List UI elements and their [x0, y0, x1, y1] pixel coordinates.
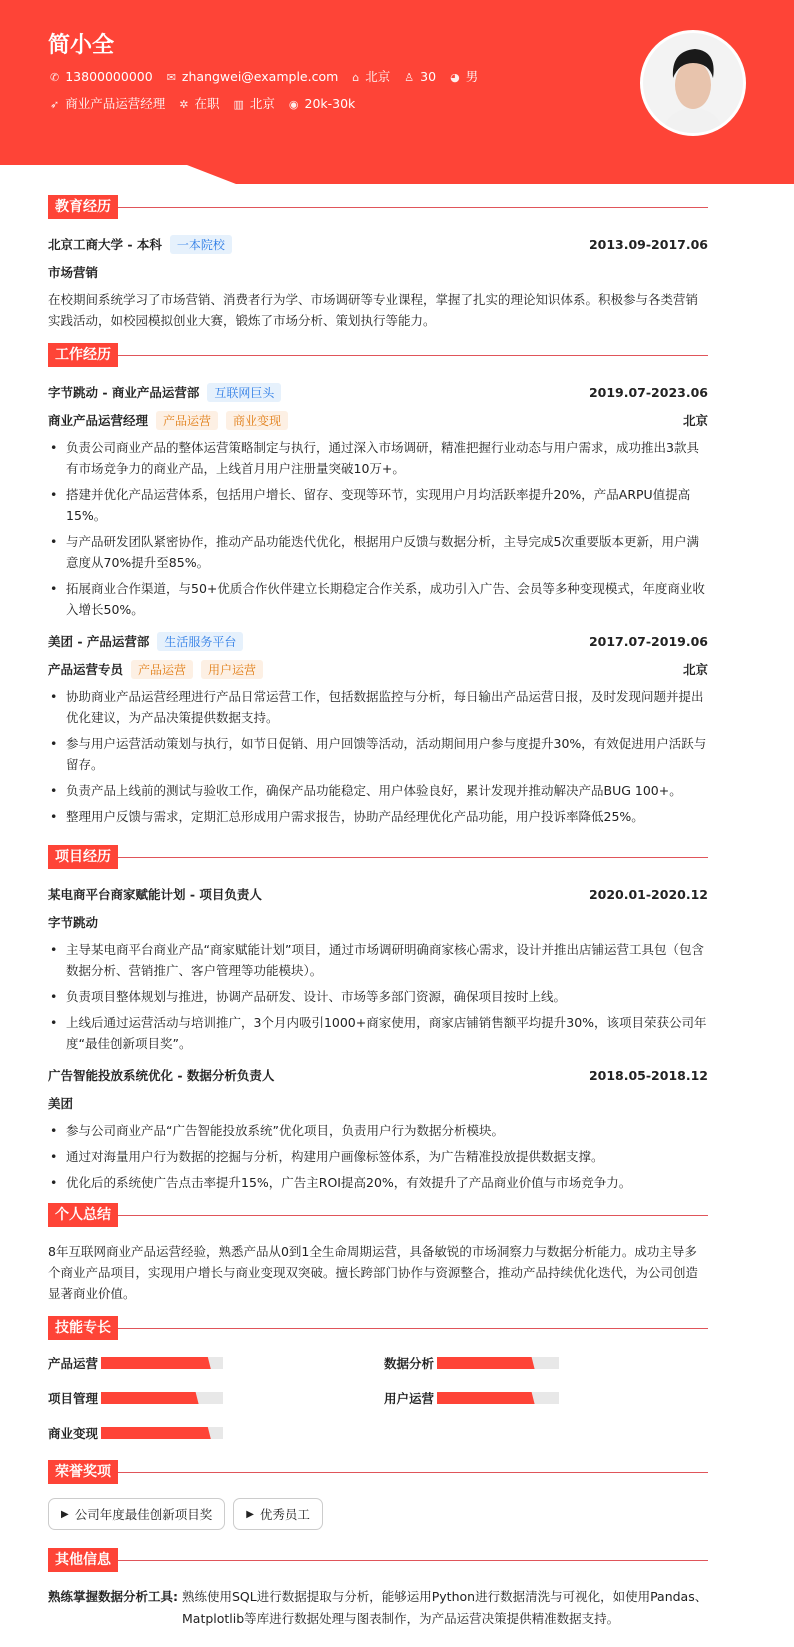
list-item: • 整理用户反馈与需求，定期汇总形成用户需求报告，协助产品经理优化产品功能，用户投诉率降低25%。 — [48, 806, 708, 827]
status: 在职 — [194, 96, 220, 111]
section-title: 工作经历 — [48, 343, 118, 367]
skill-item — [48, 1424, 384, 1442]
gear-icon: ✲ — [179, 98, 189, 111]
list-item: • 负责公司商业产品的整体运营策略制定与执行，通过深入市场调研，精准把握行业动态与用户需求，成功推出3款具有市场竞争力的商业产品，上线首月用户注册量突破10万+。 — [48, 437, 708, 479]
skill-bar — [101, 1357, 223, 1369]
list-item: • 参与用户运营活动策划与执行，如节日促销、用户回馈等活动，活动期间用户参与度提升30%，有效促进用户活跃与留存。 — [48, 733, 708, 775]
list-item: • 参与公司商业产品“广告智能投放系统”优化项目，负责用户行为数据分析模块。 — [48, 1120, 708, 1141]
award-name: 优秀员工 — [259, 1507, 310, 1522]
gender: 男 — [465, 69, 479, 84]
summary-text: 8年互联网商业产品运营经验，熟悉产品从0到1全生命周期运营，具备敏锐的市场洞察力与数据分析能力。成功主导多个商业产品项目，实现用户增长与商业变现双突破。擅长跨部门协作与资源整合，推动产品持续优化迭代，为公司创造显著商业价值。 — [48, 1244, 699, 1301]
awards-list — [48, 1498, 708, 1530]
age: 30 — [420, 68, 437, 84]
building-icon: ▥ — [233, 98, 244, 111]
contact-row — [50, 67, 478, 85]
skill-name: 项目管理 — [48, 1391, 99, 1406]
section-title: 项目经历 — [48, 845, 118, 869]
work-item — [48, 381, 708, 620]
skill-item — [48, 1354, 384, 1372]
work-item — [48, 630, 708, 827]
section-work — [48, 343, 708, 367]
city: 北京 — [365, 69, 391, 84]
award-badge — [233, 1498, 323, 1530]
list-item: • 负责项目整体规划与推进，协调产品研发、设计、市场等多部门资源，确保项目按时上线。 — [48, 986, 708, 1007]
other-info — [48, 1586, 708, 1630]
company-tag: 互联网巨头 — [207, 383, 281, 402]
skill-bar — [101, 1427, 223, 1439]
list-item: • 协助商业产品运营经理进行产品日常运营工作，包括数据监控与分析，每日输出产品运营日报，及时发现问题并提出优化建议，为产品决策提供数据支持。 — [48, 686, 708, 728]
phone: 13800000000 — [65, 68, 153, 84]
gender-icon: ◕ — [450, 71, 460, 84]
section-title: 其他信息 — [48, 1548, 118, 1572]
list-item: • 主导某电商平台商业产品“商家赋能计划”项目，通过市场调研明确商家核心需求，设计并推出店铺运营工具包（包含数据分析、营销推广、客户管理等功能模块）。 — [48, 939, 708, 981]
other-label: 熟练掌握数据分析工具: — [48, 1589, 178, 1604]
skill-bar — [437, 1392, 559, 1404]
project-org: 字节跳动 — [48, 915, 99, 930]
home-icon: ⌂ — [352, 71, 360, 84]
school-tag: 一本院校 — [170, 235, 232, 254]
job-title: 产品运营专员 — [48, 662, 124, 677]
work-list — [48, 381, 708, 827]
location: 北京 — [682, 413, 708, 428]
section-skills — [48, 1316, 708, 1340]
job-intent-row — [50, 94, 355, 112]
project-name: 某电商平台商家赋能计划 - 项目负责人 — [48, 887, 262, 902]
project-item — [48, 883, 708, 1054]
skill-name: 用户运营 — [384, 1391, 435, 1406]
skill-bar — [437, 1357, 559, 1369]
period: 2020.01-2020.12 — [588, 886, 708, 902]
list-item: • 搭建并优化产品运营体系，包括用户增长、留存、变现等环节，实现用户月均活跃率提升20%，产品ARPU值提高15%。 — [48, 484, 708, 526]
skill-item — [48, 1389, 384, 1407]
section-title: 荣誉奖项 — [48, 1460, 118, 1484]
skill-tag: 用户运营 — [201, 660, 263, 679]
school: 北京工商大学 - 本科 — [48, 237, 162, 252]
salary-icon: ◉ — [288, 97, 299, 111]
skill-name: 产品运营 — [48, 1356, 99, 1371]
section-title: 个人总结 — [48, 1203, 118, 1227]
section-awards — [48, 1460, 708, 1484]
skill-bar-fill — [101, 1392, 199, 1404]
target-city: 北京 — [249, 96, 275, 111]
project-item — [48, 1064, 708, 1193]
send-icon: ➶ — [50, 98, 60, 111]
skill-bar-fill — [101, 1427, 211, 1439]
period: 2013.09-2017.06 — [588, 236, 708, 252]
triangle-icon: ▶ — [246, 1508, 254, 1520]
skill-bar-fill — [437, 1357, 535, 1369]
list-item: • 上线后通过运营活动与培训推广，3个月内吸引1000+商家使用，商家店铺销售额平均提升30%，该项目荣获公司年度“最佳创新项目奖”。 — [48, 1012, 708, 1054]
position: 商业产品运营经理 — [65, 96, 166, 111]
project-list — [48, 883, 708, 1193]
skill-item — [384, 1389, 684, 1407]
skill-tag: 产品运营 — [131, 660, 193, 679]
email: zhangwei@example.com — [181, 68, 339, 84]
candidate-name: 简小全 — [48, 33, 115, 58]
award-badge — [48, 1498, 225, 1530]
mail-icon: ✉ — [166, 70, 176, 84]
skill-bar-fill — [437, 1392, 535, 1404]
section-summary — [48, 1203, 708, 1227]
skill-bar — [101, 1392, 223, 1404]
award-name: 公司年度最佳创新项目奖 — [74, 1507, 213, 1522]
salary: 20k-30k — [304, 95, 356, 111]
list-item: • 与产品研发团队紧密协作，推动产品功能迭代优化，根据用户反馈与数据分析，主导完成5次重要版本更新，用户满意度从70%提升至85%。 — [48, 531, 708, 573]
list-item: • 优化后的系统使广告点击率提升15%，广告主ROI提高20%，有效提升了产品商业价值与市场竞争力。 — [48, 1172, 708, 1193]
section-projects — [48, 845, 708, 869]
company: 字节跳动 - 商业产品运营部 — [48, 385, 200, 400]
triangle-icon: ▶ — [61, 1508, 69, 1520]
project-org: 美团 — [48, 1096, 74, 1111]
skills-grid — [48, 1354, 708, 1442]
skill-item — [384, 1354, 684, 1372]
resume-body — [48, 183, 708, 1630]
skill-tag: 商业变现 — [226, 411, 288, 430]
period: 2018.05-2018.12 — [588, 1067, 708, 1083]
age-icon: ♙ — [404, 70, 415, 84]
phone-icon: ✆ — [50, 70, 60, 84]
skill-tag: 产品运营 — [156, 411, 218, 430]
period: 2019.07-2023.06 — [588, 384, 708, 400]
section-title: 技能专长 — [48, 1316, 118, 1340]
list-item: • 拓展商业合作渠道，与50+优质合作伙伴建立长期稳定合作关系，成功引入广告、会员等多种变现模式，年度商业收入增长50%。 — [48, 578, 708, 620]
job-title: 商业产品运营经理 — [48, 413, 149, 428]
location: 北京 — [682, 662, 708, 677]
skill-name: 商业变现 — [48, 1426, 99, 1441]
major: 市场营销 — [48, 265, 99, 280]
skill-bar-fill — [101, 1357, 211, 1369]
education-row — [48, 233, 708, 255]
project-name: 广告智能投放系统优化 - 数据分析负责人 — [48, 1068, 275, 1083]
education-desc: 在校期间系统学习了市场营销、消费者行为学、市场调研等专业课程，掌握了扎实的理论知识体系。积极参与各类营销实践活动，如校园模拟创业大赛，锻炼了市场分析、策划执行等能力。 — [48, 292, 699, 328]
section-other — [48, 1548, 708, 1572]
company-tag: 生活服务平台 — [157, 632, 243, 651]
avatar — [640, 30, 746, 136]
other-text: 熟练使用SQL进行数据提取与分析，能够运用Python进行数据清洗与可视化，如使用Pandas、Matplotlib等库进行数据处理与图表制作，为产品运营决策提供精准数据支持。 — [182, 1589, 708, 1626]
period: 2017.07-2019.06 — [588, 633, 708, 649]
section-education — [48, 195, 708, 219]
company: 美团 - 产品运营部 — [48, 634, 150, 649]
skill-name: 数据分析 — [384, 1356, 435, 1371]
list-item: • 负责产品上线前的测试与验收工作，确保产品功能稳定、用户体验良好，累计发现并推动解决产品BUG 100+。 — [48, 780, 708, 801]
section-title: 教育经历 — [48, 195, 118, 219]
list-item: • 通过对海量用户行为数据的挖掘与分析，构建用户画像标签体系，为广告精准投放提供数据支撑。 — [48, 1146, 708, 1167]
